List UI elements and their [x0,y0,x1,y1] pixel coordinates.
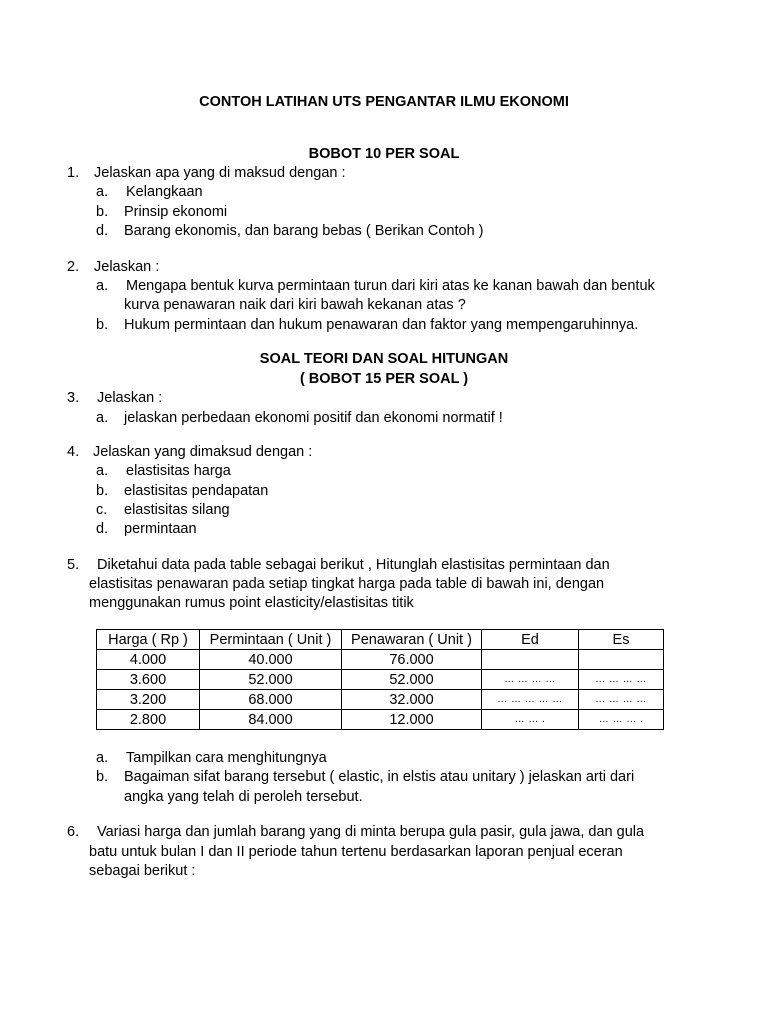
item-text: Prinsip ekonomi [124,204,228,220]
item-text: Mengapa bentuk kurva permintaan turun dari kiri atas ke kanan bawah dan bentuk [126,278,655,294]
item-text: Tampilkan cara menghitungnya [126,750,327,766]
table-cell: … … … . [579,710,664,730]
table-cell: 52.000 [342,670,482,690]
question-number: 4. [67,444,80,460]
section-subheading-bobot-15: ( BOBOT 15 PER SOAL ) [299,371,469,387]
table-cell: 68.000 [200,690,342,710]
question-text-line: elastisitas penawaran pada setiap tingkat harga pada table di bawah ini, dengan [89,576,605,592]
table-header-row [97,630,664,650]
question-text-line: Diketahui data pada table sebagai berikut , Hitunglah elastisitas permintaan dan [97,557,610,573]
item-label: b. [96,483,109,499]
section-heading-soal-teori: SOAL TEORI DAN SOAL HITUNGAN [259,351,509,367]
table-cell: … … … … [579,670,664,690]
item-label: d. [96,223,109,239]
table-header: Ed [482,630,579,650]
item-label: b. [96,204,109,220]
item-text: Barang ekonomis, dan barang bebas ( Berikan Contoh ) [124,223,484,239]
item-text: elastisitas silang [124,502,230,518]
item-text: Kelangkaan [126,184,203,200]
question-number: 5. [67,557,80,573]
question-text-line: menggunakan rumus point elasticity/elastisitas titik [89,595,414,611]
table-cell: 32.000 [342,690,482,710]
table-cell: 3.200 [97,690,200,710]
question-text: Jelaskan apa yang di maksud dengan : [94,165,346,181]
table-cell: 52.000 [200,670,342,690]
item-label: b. [96,317,109,333]
table-cell: 2.800 [97,710,200,730]
table-cell [579,650,664,670]
item-label: b. [96,769,109,785]
item-text-continued: kurva penawaran naik dari kiri bawah kekanan atas ? [124,297,466,313]
item-label: a. [96,278,109,294]
table-header: Es [579,630,664,650]
table-cell: 4.000 [97,650,200,670]
item-text: jelaskan perbedaan ekonomi positif dan ekonomi normatif ! [124,410,503,426]
question-text-line: sebagai berikut : [89,863,196,879]
table-cell: … … … … [579,690,664,710]
table-cell: … … … … … [482,690,579,710]
item-text: permintaan [124,521,197,537]
question-text: Jelaskan : [94,259,160,275]
document-title: CONTOH LATIHAN UTS PENGANTAR ILMU EKONOMI [199,94,569,110]
table-header: Penawaran ( Unit ) [342,630,482,650]
table-cell [482,650,579,670]
question-number: 2. [67,259,80,275]
item-text-continued: angka yang telah di peroleh tersebut. [124,789,363,805]
item-text: elastisitas pendapatan [124,483,269,499]
table-cell: 12.000 [342,710,482,730]
item-label: a. [96,184,109,200]
table-cell: … … . [482,710,579,730]
question-number: 1. [67,165,80,181]
item-text: Bagaiman sifat barang tersebut ( elastic, in elstis atau unitary ) jelaskan arti dari [124,769,635,785]
table-cell: 3.600 [97,670,200,690]
table-row [97,670,664,690]
table-row [97,710,664,730]
table-cell: 84.000 [200,710,342,730]
item-label: a. [96,410,109,426]
item-label: d. [96,521,109,537]
table-cell: … … … … [482,670,579,690]
item-text: Hukum permintaan dan hukum penawaran dan faktor yang mempengaruhinnya. [124,317,639,333]
table-row [97,690,664,710]
question-text: Jelaskan yang dimaksud dengan : [93,444,313,460]
item-text: elastisitas harga [126,463,231,479]
question-number: 6. [67,824,80,840]
question-text-line: Variasi harga dan jumlah barang yang di minta berupa gula pasir, gula jawa, dan gula [97,824,645,840]
item-label: a. [96,750,109,766]
table-cell: 76.000 [342,650,482,670]
table-row [97,650,664,670]
table-header: Permintaan ( Unit ) [200,630,342,650]
question-text: Jelaskan : [97,390,163,406]
section-heading-bobot-10: BOBOT 10 PER SOAL [308,146,460,162]
question-number: 3. [67,390,80,406]
table-header: Harga ( Rp ) [97,630,200,650]
elasticity-table [96,629,664,730]
item-label: a. [96,463,109,479]
table-cell: 40.000 [200,650,342,670]
item-label: c. [96,502,108,518]
question-text-line: batu untuk bulan I dan II periode tahun tertenu berdasarkan laporan penjual eceran [89,844,623,860]
